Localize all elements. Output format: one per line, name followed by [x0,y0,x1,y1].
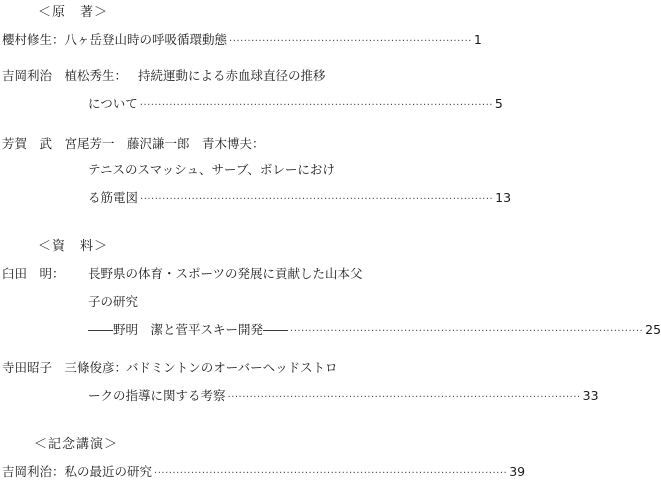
entry-title: 私の最近の研究 [64,464,153,479]
entry-title: テニスのスマッシュ、サーブ、ボレーにおけ [88,162,335,177]
leader-dots: ·································································· [229,36,472,47]
entry-title-continued: 子の研究 [88,294,139,309]
entry-authors: 吉岡利治： [2,464,65,479]
toc-entry-continuation[interactable] [88,96,503,111]
entry-page-number: 5 [494,96,503,111]
entry-page-number: 33 [582,388,599,403]
entry-page-number: 39 [509,464,526,479]
entry-authors: 臼田 明： [2,266,65,281]
section-heading-lecture: ＜記念講演＞ [34,437,119,452]
leader-dots: ································································································ [290,326,644,337]
entry-title-continued: について [88,96,138,111]
leader-dots: ································································································ [140,194,494,205]
entry-title: 八ヶ岳登山時の呼吸循環動態 [64,32,228,47]
entry-title: バドミントンのオーバーヘッドストロ [126,360,338,375]
entry-page-number: 1 [473,32,482,47]
toc-entry-continuation[interactable] [88,388,599,403]
entry-authors: 芳賀 武 宮尾芳一 藤沢謙一郎 青木博夫： [2,136,265,151]
leader-dots: ································································································ [227,392,581,403]
entry-title: 長野県の体育・スポーツの発展に貢献した山本父 [88,266,363,281]
toc-entry[interactable] [2,32,482,47]
entry-title-continued: る筋電図 [88,190,139,205]
toc-entry[interactable] [2,464,526,479]
entry-title: 持続運動による赤血球直径の推移 [138,68,326,83]
toc-entry-continuation[interactable] [88,322,661,337]
entry-authors: 櫻村修生： [2,32,65,47]
entry-authors: 吉岡利治 植松秀生： [2,68,128,83]
entry-authors: 寺田昭子 三條俊彦： [2,360,128,375]
entry-title-continued: ークの指導に関する考察 [88,388,226,403]
leader-dots: ································································································ [154,468,508,479]
leader-dots: ································································································ [139,100,493,111]
entry-page-number: 13 [495,190,512,205]
section-heading-materials: ＜資 料＞ [38,239,109,254]
toc-entry-continuation[interactable] [88,190,512,205]
entry-subtitle: ――野明 潔と菅平スキー開発―― [88,322,289,337]
section-heading-originals: ＜原 著＞ [38,5,109,20]
entry-page-number: 25 [645,322,661,337]
